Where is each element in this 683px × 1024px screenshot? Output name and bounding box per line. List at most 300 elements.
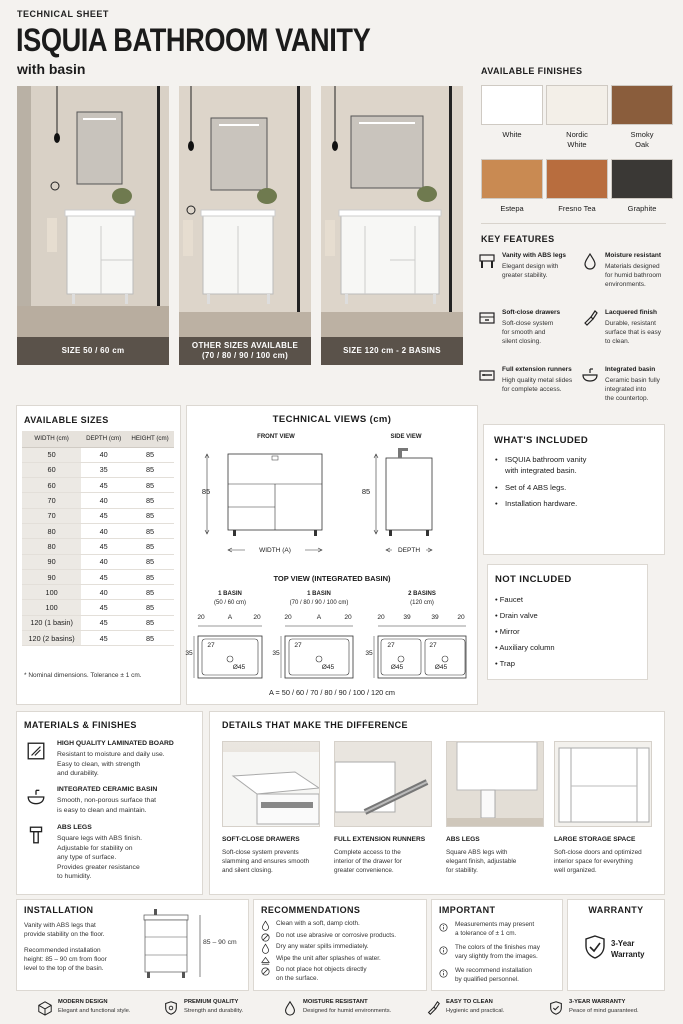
feature-desc-line: Durable, resistant xyxy=(605,320,656,327)
recommendation-line: Clean with a soft, damp cloth. xyxy=(276,920,360,927)
product-photo-medium xyxy=(179,86,311,365)
detail-title: FULL EXTENSION RUNNERS xyxy=(334,836,426,843)
material-desc-line: Square legs with ABS finish. xyxy=(57,835,143,842)
basin-title: 2 BASINS xyxy=(408,591,436,597)
info-icon xyxy=(438,920,449,931)
detail-desc-line: for stability. xyxy=(446,867,478,875)
drop-icon xyxy=(581,252,599,270)
bullet: • xyxy=(495,455,498,464)
recommendation-line: Do not place hot objects directly xyxy=(276,966,367,973)
brush-icon xyxy=(425,1000,441,1016)
table-cell: 85 xyxy=(126,462,174,477)
warranty-line2: Warranty xyxy=(611,950,645,959)
material-desc-line: and durability. xyxy=(57,770,99,777)
legs-icon xyxy=(478,252,496,270)
finish-name xyxy=(546,204,608,214)
finish-name-line1: White xyxy=(502,130,522,139)
brush-icon xyxy=(581,309,599,327)
list-item xyxy=(495,658,515,669)
runner-icon xyxy=(478,366,496,384)
sheet-label: TECHNICAL SHEET xyxy=(17,9,109,19)
basin-depth: 35 xyxy=(365,650,373,657)
detail-desc-line: Soft-close doors and optimized xyxy=(554,849,642,856)
table-cell: 85 xyxy=(126,600,174,615)
width-values-footer: A = 50 / 60 / 70 / 80 / 90 / 100 / 120 cm xyxy=(269,688,395,697)
detail-desc-line: Soft-close system prevents xyxy=(222,849,299,856)
table-cell: 85 xyxy=(126,523,174,538)
material-desc-line: Smooth, non-porous surface that xyxy=(57,797,156,804)
table-cell: 35 xyxy=(81,462,126,477)
detail-desc-line: and silent closing. xyxy=(222,867,273,875)
list-item-line: Set of 4 ABS legs. xyxy=(505,483,567,492)
list-item-text xyxy=(505,482,566,493)
table-cell: 90 xyxy=(22,554,81,569)
basin-margin-right: 20 xyxy=(457,614,465,621)
table-cell: 50 xyxy=(22,447,81,462)
basin-subtitle: (70 / 80 / 90 / 100 cm) xyxy=(289,600,349,606)
detail-desc-line: Square ABS legs with xyxy=(446,849,508,856)
basin-icon xyxy=(581,366,599,384)
installation-line: Recommended installation xyxy=(24,947,101,954)
finish-name-line2: Oak xyxy=(635,140,649,149)
bullet: • xyxy=(495,483,498,492)
material-desc xyxy=(57,750,187,779)
finish-swatch[interactable] xyxy=(546,159,608,199)
warranty-line1: 3-Year xyxy=(611,939,635,948)
table-cell: 85 xyxy=(126,615,174,630)
table-row xyxy=(22,447,174,462)
list-item xyxy=(495,482,566,493)
front-height-label: 85 xyxy=(201,487,211,496)
material-desc-line: Adjustable for stability on xyxy=(57,844,133,852)
list-item-line: with integrated basin. xyxy=(505,466,577,475)
cube-icon xyxy=(37,1000,53,1016)
table-cell: 40 xyxy=(81,447,126,462)
basin-inner-depth: 27 xyxy=(207,642,215,649)
finish-name-line1: Fresno Tea xyxy=(558,204,596,213)
table-cell: 80 xyxy=(22,539,81,554)
list-item-text: Auxiliary column xyxy=(499,643,555,652)
page-subtitle: with basin xyxy=(17,61,86,77)
table-cell: 40 xyxy=(81,493,126,508)
footer-feature-title: PREMIUM QUALITY xyxy=(184,999,239,1005)
photo-caption-line1: OTHER SIZES AVAILABLE xyxy=(191,341,299,350)
board-icon xyxy=(26,741,48,763)
table-cell: 45 xyxy=(81,600,126,615)
list-item-text xyxy=(505,454,586,476)
material-desc-line: is easy to clean and maintain. xyxy=(57,806,147,814)
installation-text-2 xyxy=(24,946,107,973)
table-cell: 45 xyxy=(81,615,126,630)
detail-desc-line: Complete access to the xyxy=(334,849,401,856)
table-cell: 100 xyxy=(22,585,81,600)
detail-desc-line: slamming and ensures smooth xyxy=(222,858,310,866)
important-text xyxy=(455,966,532,984)
table-cell: 85 xyxy=(126,631,174,646)
feature-desc-line: Materials designed xyxy=(605,263,660,270)
installation-line: provide stability on the floor. xyxy=(24,931,105,938)
basin-top-view-drawing xyxy=(372,616,472,686)
basin-margin-left: 20 xyxy=(197,614,205,621)
feature-desc-line: integrated into xyxy=(605,386,647,393)
installation-vanity-icon xyxy=(136,907,208,981)
basin-width: A xyxy=(227,614,233,621)
footer-feature-title: EASY TO CLEAN xyxy=(446,999,493,1005)
basin-icon xyxy=(26,787,48,809)
drop-icon xyxy=(282,1000,298,1016)
feature-desc-line: surface that is easy xyxy=(605,329,661,336)
table-cell: 40 xyxy=(81,554,126,569)
table-cell: 45 xyxy=(81,569,126,584)
table-cell: 70 xyxy=(22,493,81,508)
table-row xyxy=(22,462,174,477)
top-view-title: TOP VIEW (INTEGRATED BASIN) xyxy=(273,574,391,583)
vanity-photo-illustration xyxy=(17,86,169,337)
basin-top-view-drawing xyxy=(192,616,268,686)
detail-desc-line: well organized. xyxy=(554,867,597,875)
installation-height: 85 – 90 cm xyxy=(203,939,237,946)
details-title: DETAILS THAT MAKE THE DIFFERENCE xyxy=(222,720,408,730)
table-cell: 90 xyxy=(22,569,81,584)
drain-hole-size: Ø45 xyxy=(434,664,448,671)
column-header-depth: DEPTH (cm) xyxy=(81,431,126,447)
column-header-width: WIDTH (cm) xyxy=(22,431,81,447)
feature-desc-line: High quality metal slides xyxy=(502,377,573,384)
detail-photo xyxy=(446,741,544,827)
important-line: vary slightly from the images. xyxy=(455,953,538,960)
detail-desc xyxy=(222,848,330,876)
detail-desc-line: interior space for everything xyxy=(554,858,633,866)
footer-feature-desc: Hygienic and practical. xyxy=(446,1008,505,1014)
product-photo-large xyxy=(321,86,463,365)
no-icon xyxy=(260,930,271,941)
table-row xyxy=(22,493,174,508)
footer-feature-title: MOISTURE RESISTANT xyxy=(303,999,368,1005)
side-view-label: SIDE VIEW xyxy=(390,434,422,440)
feature-desc xyxy=(502,376,574,394)
feature-desc xyxy=(605,376,677,403)
finish-name xyxy=(481,204,543,214)
feature-desc-line: for complete access. xyxy=(502,386,562,393)
table-cell: 60 xyxy=(22,478,81,493)
table-cell: 60 xyxy=(22,462,81,477)
feature-desc-line: to clean. xyxy=(605,338,630,345)
recommendations-title: RECOMMENDATIONS xyxy=(261,905,361,915)
drain-hole-size: Ø45 xyxy=(232,664,246,671)
leg-icon xyxy=(26,825,48,847)
feature-desc xyxy=(605,319,677,346)
drain-hole-size: Ø45 xyxy=(390,664,404,671)
recommendation-line: Wipe the unit after splashes of water. xyxy=(276,954,381,962)
table-row xyxy=(22,631,174,646)
table-cell: 45 xyxy=(81,539,126,554)
table-cell: 70 xyxy=(22,508,81,523)
table-row xyxy=(22,478,174,493)
detail-title: ABS LEGS xyxy=(446,836,480,843)
recommendation-text xyxy=(276,919,360,928)
feature-desc-line: Elegant design with xyxy=(502,263,559,270)
material-desc xyxy=(57,796,187,815)
sizes-note: * Nominal dimensions. Tolerance ± 1 cm. xyxy=(24,672,142,679)
feature-desc-line: for smooth and xyxy=(502,329,546,336)
detail-desc-line: greater convenience. xyxy=(334,867,394,875)
finish-swatch[interactable] xyxy=(481,159,543,199)
table-cell: 120 (2 basins) xyxy=(22,631,81,646)
list-item-text xyxy=(505,498,577,509)
recommendation-line: Do not use abrasive or corrosive products. xyxy=(276,931,397,939)
detail-desc xyxy=(334,848,442,876)
feature-title: Moisture resistant xyxy=(605,252,661,259)
table-cell: 85 xyxy=(126,478,174,493)
feature-title: Integrated basin xyxy=(605,366,656,373)
footer-feature-desc: Elegant and functional style. xyxy=(58,1008,131,1014)
material-title: ABS LEGS xyxy=(57,824,92,831)
basin-top-view-drawing xyxy=(279,616,359,686)
finish-name-line2: White xyxy=(567,140,587,149)
front-side-view-drawing xyxy=(186,440,478,560)
bullet: • xyxy=(495,659,500,668)
list-item xyxy=(495,642,555,653)
detail-photo xyxy=(222,741,320,827)
photo-caption: SIZE 50 / 60 cm xyxy=(17,337,169,365)
table-cell: 85 xyxy=(126,447,174,462)
wipe-icon xyxy=(260,953,271,964)
installation-title: INSTALLATION xyxy=(24,905,94,915)
vanity-photo-illustration xyxy=(179,86,311,337)
table-cell: 85 xyxy=(126,539,174,554)
front-view-label: FRONT VIEW xyxy=(257,434,295,440)
finish-name xyxy=(546,130,608,150)
material-desc-line: Provides greater resistance xyxy=(57,863,140,871)
important-text xyxy=(455,920,534,938)
recommendation-text xyxy=(276,954,381,963)
finish-name-line1: Smoky xyxy=(630,130,654,139)
basin-margin-left: 20 xyxy=(377,614,385,621)
basin-margin-right: 20 xyxy=(253,614,261,621)
list-item xyxy=(495,454,586,476)
feature-desc-line: Ceramic basin fully xyxy=(605,377,660,384)
list-item xyxy=(495,498,577,509)
table-row xyxy=(22,569,174,584)
table-cell: 40 xyxy=(81,523,126,538)
detail-desc xyxy=(446,848,554,876)
table-cell: 45 xyxy=(81,631,126,646)
basin-inner-depth: 27 xyxy=(429,642,437,649)
list-item-text: Mirror xyxy=(499,627,520,636)
table-cell: 85 xyxy=(126,493,174,508)
table-row xyxy=(22,539,174,554)
basin-margin-right: 20 xyxy=(344,614,352,621)
no-icon xyxy=(260,964,271,975)
basin-inner-depth: 27 xyxy=(294,642,302,649)
product-photo-small xyxy=(17,86,169,365)
photo-caption: SIZE 120 cm - 2 BASINS xyxy=(321,337,463,365)
installation-text-1 xyxy=(24,921,105,939)
bullet: • xyxy=(495,499,498,508)
footer-feature-title: 3-YEAR WARRANTY xyxy=(569,999,626,1005)
table-cell: 120 (1 basin) xyxy=(22,615,81,630)
table-cell: 100 xyxy=(22,600,81,615)
included-title: WHAT'S INCLUDED xyxy=(494,435,589,446)
list-item xyxy=(495,610,538,621)
basin-width: 39 xyxy=(403,614,411,621)
materials-title: MATERIALS & FINISHES xyxy=(24,720,137,730)
list-item-text: Drain valve xyxy=(499,611,538,620)
table-row xyxy=(22,585,174,600)
finish-swatch[interactable] xyxy=(611,85,673,125)
table-row xyxy=(22,508,174,523)
list-item xyxy=(495,626,520,637)
bullet: • xyxy=(495,595,500,604)
finish-name-line1: Estepa xyxy=(500,204,524,213)
sizes-title: AVAILABLE SIZES xyxy=(24,415,109,425)
bullet: • xyxy=(495,627,500,636)
table-row xyxy=(22,600,174,615)
basin-title: 1 BASIN xyxy=(307,591,331,597)
footer-feature-desc: Strength and durability. xyxy=(184,1008,244,1014)
side-height-label: 85 xyxy=(361,487,371,496)
key-features-title: KEY FEATURES xyxy=(481,234,555,244)
table-row xyxy=(22,615,174,630)
info-icon xyxy=(438,943,449,954)
feature-desc-line: greater stability. xyxy=(502,272,548,279)
detail-desc xyxy=(554,848,662,876)
list-item-text: Faucet xyxy=(499,595,523,604)
feature-desc-line: Soft-close system xyxy=(502,320,554,327)
finish-swatch[interactable] xyxy=(546,85,608,125)
feature-desc-line: silent closing. xyxy=(502,338,542,345)
feature-desc xyxy=(502,262,574,280)
table-row xyxy=(22,523,174,538)
drop-icon xyxy=(260,918,271,929)
info-icon xyxy=(438,966,449,977)
important-line: Measurements may present xyxy=(455,921,535,928)
table-cell: 85 xyxy=(126,585,174,600)
detail-title: LARGE STORAGE SPACE xyxy=(554,836,636,843)
depth-label: DEPTH xyxy=(392,547,426,554)
finishes-title: AVAILABLE FINISHES xyxy=(481,66,583,76)
finish-swatch[interactable] xyxy=(481,85,543,125)
important-line: a tolerance of ± 1 cm. xyxy=(455,930,517,937)
detail-photo xyxy=(334,741,432,827)
shield-check-icon xyxy=(583,934,607,960)
feature-title: Vanity with ABS legs xyxy=(502,252,567,259)
table-cell: 80 xyxy=(22,523,81,538)
basin-depth: 35 xyxy=(272,650,280,657)
detail-title: SOFT-CLOSE DRAWERS xyxy=(222,836,300,843)
table-cell: 85 xyxy=(126,569,174,584)
finish-name xyxy=(611,204,673,214)
table-cell: 85 xyxy=(126,554,174,569)
installation-line: Vanity with ABS legs that xyxy=(24,922,96,929)
basin-inner-depth: 27 xyxy=(387,642,395,649)
important-line: by qualified personnel. xyxy=(455,976,519,983)
footer-feature-title: MODERN DESIGN xyxy=(58,999,108,1005)
material-desc-line: Resistant to moisture and daily use. xyxy=(57,751,165,758)
feature-desc xyxy=(605,262,677,289)
footer-feature-desc: Peace of mind guaranteed. xyxy=(569,1008,639,1014)
detail-desc-line: elegant finish, adjustable xyxy=(446,858,517,866)
basin-depth: 35 xyxy=(185,650,193,657)
important-text xyxy=(455,943,540,961)
photo-caption-line2: (70 / 80 / 90 / 100 cm) xyxy=(201,351,289,360)
table-cell: 45 xyxy=(81,478,126,493)
not-included-title: NOT INCLUDED xyxy=(495,574,572,585)
detail-photo xyxy=(554,741,652,827)
bullet: • xyxy=(495,643,500,652)
divider xyxy=(481,223,666,224)
material-desc-line: Easy to clean, with strength xyxy=(57,760,141,768)
drop-icon xyxy=(260,941,271,952)
finish-swatch[interactable] xyxy=(611,159,673,199)
material-desc-line: any type of surface. xyxy=(57,854,117,861)
basin-width: 39 xyxy=(431,614,439,621)
material-desc-line: to humidity. xyxy=(57,873,92,880)
important-line: We recommend installation xyxy=(455,967,532,974)
feature-desc-line: the countertop. xyxy=(605,395,649,402)
warranty-title: WARRANTY xyxy=(588,905,644,915)
footer-feature-desc: Designed for humid environments. xyxy=(303,1008,392,1014)
basin-subtitle: (50 / 60 cm) xyxy=(213,600,246,606)
important-line: The colors of the finishes may xyxy=(455,944,540,951)
feature-desc-line: environments. xyxy=(605,281,646,288)
table-row xyxy=(22,554,174,569)
feature-desc-line: for humid bathroom xyxy=(605,272,662,279)
warranty-text xyxy=(611,938,645,960)
recommendation-line: Dry any water spills immediately. xyxy=(276,943,369,950)
recommendation-line: on the surface. xyxy=(276,975,319,982)
feature-desc xyxy=(502,319,574,346)
list-item xyxy=(495,594,523,605)
material-title: INTEGRATED CERAMIC BASIN xyxy=(57,786,158,793)
recommendation-text xyxy=(276,931,396,940)
page-title: ISQUIA BATHROOM VANITY xyxy=(16,22,371,58)
list-item-line: ISQUIA bathroom vanity xyxy=(505,455,587,464)
drawer-icon xyxy=(478,309,496,327)
photo-caption xyxy=(179,337,311,365)
recommendation-text xyxy=(276,942,369,951)
detail-desc-line: interior of the drawer for xyxy=(334,858,402,866)
drain-hole-size: Ø45 xyxy=(321,664,335,671)
installation-line: height: 85 – 90 cm from floor xyxy=(24,956,107,963)
feature-title: Lacquered finish xyxy=(605,309,658,316)
important-title: IMPORTANT xyxy=(439,905,496,915)
installation-line: level to the top of the basin. xyxy=(24,965,104,972)
list-item-text: Trap xyxy=(499,659,515,668)
width-label: WIDTH (A) xyxy=(245,547,305,554)
column-header-height: HEIGHT (cm) xyxy=(126,431,174,447)
recommendation-text xyxy=(276,965,367,983)
table-cell: 85 xyxy=(126,508,174,523)
finish-name-line1: Nordic xyxy=(566,130,588,139)
table-cell: 45 xyxy=(81,508,126,523)
technical-views-title: TECHNICAL VIEWS (cm) xyxy=(272,414,392,425)
basin-subtitle: (120 cm) xyxy=(410,600,434,606)
bullet: • xyxy=(495,611,500,620)
list-item-line: Installation hardware. xyxy=(505,499,578,508)
vanity-photo-illustration xyxy=(321,86,463,337)
material-desc xyxy=(57,834,187,882)
basin-margin-left: 20 xyxy=(284,614,292,621)
shield-icon xyxy=(163,1000,179,1016)
feature-title: Soft-close drawers xyxy=(502,309,561,316)
finish-name xyxy=(481,130,543,140)
finish-name-line1: Graphite xyxy=(627,204,657,213)
sizes-table xyxy=(22,431,174,646)
basin-width: A xyxy=(316,614,322,621)
shield-check-icon xyxy=(548,1000,564,1016)
material-title: HIGH QUALITY LAMINATED BOARD xyxy=(57,740,174,747)
